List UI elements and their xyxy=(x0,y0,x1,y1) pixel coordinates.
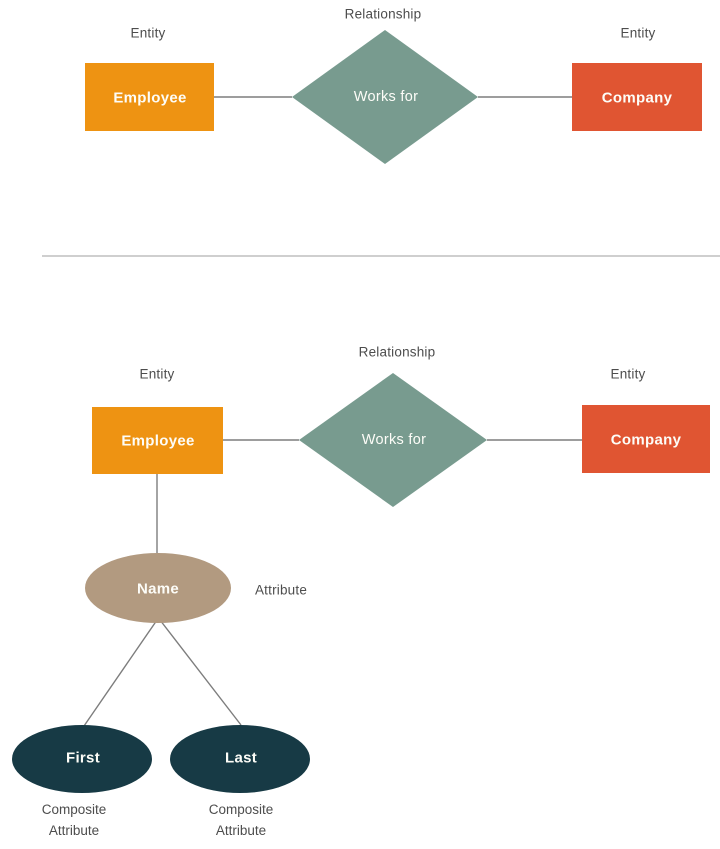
name-text: Name xyxy=(136,580,180,598)
employee-text-top: Employee xyxy=(113,89,187,107)
relationship-label-bottom: Relationship xyxy=(358,344,436,360)
attribute-label: Attribute xyxy=(254,582,308,598)
entity-label-bottom-right: Entity xyxy=(610,366,646,382)
company-text-top: Company xyxy=(601,89,673,107)
composite-attribute-caption-left-line1: Composite xyxy=(41,802,107,818)
entity-label-bottom-left: Entity xyxy=(139,366,175,382)
entity-label-top-left: Entity xyxy=(130,25,166,41)
company-text-bottom: Company xyxy=(610,431,682,449)
composite-attribute-caption-right xyxy=(209,800,274,842)
connector-name-first xyxy=(84,620,157,726)
connector-name-last xyxy=(160,620,241,725)
composite-attribute-caption-left xyxy=(42,800,107,842)
first-text: First xyxy=(65,749,101,767)
composite-attribute-caption-right-line1: Composite xyxy=(208,802,274,818)
last-text: Last xyxy=(224,749,258,767)
employee-text-bottom: Employee xyxy=(121,432,195,450)
works-for-text-top: Works for xyxy=(353,89,419,105)
composite-attribute-caption-right-line2: Attribute xyxy=(215,823,267,838)
relationship-label-top: Relationship xyxy=(344,6,422,22)
composite-attribute-caption-left-line2: Attribute xyxy=(48,823,100,838)
works-for-text-bottom: Works for xyxy=(361,432,427,448)
entity-label-top-right: Entity xyxy=(620,25,656,41)
